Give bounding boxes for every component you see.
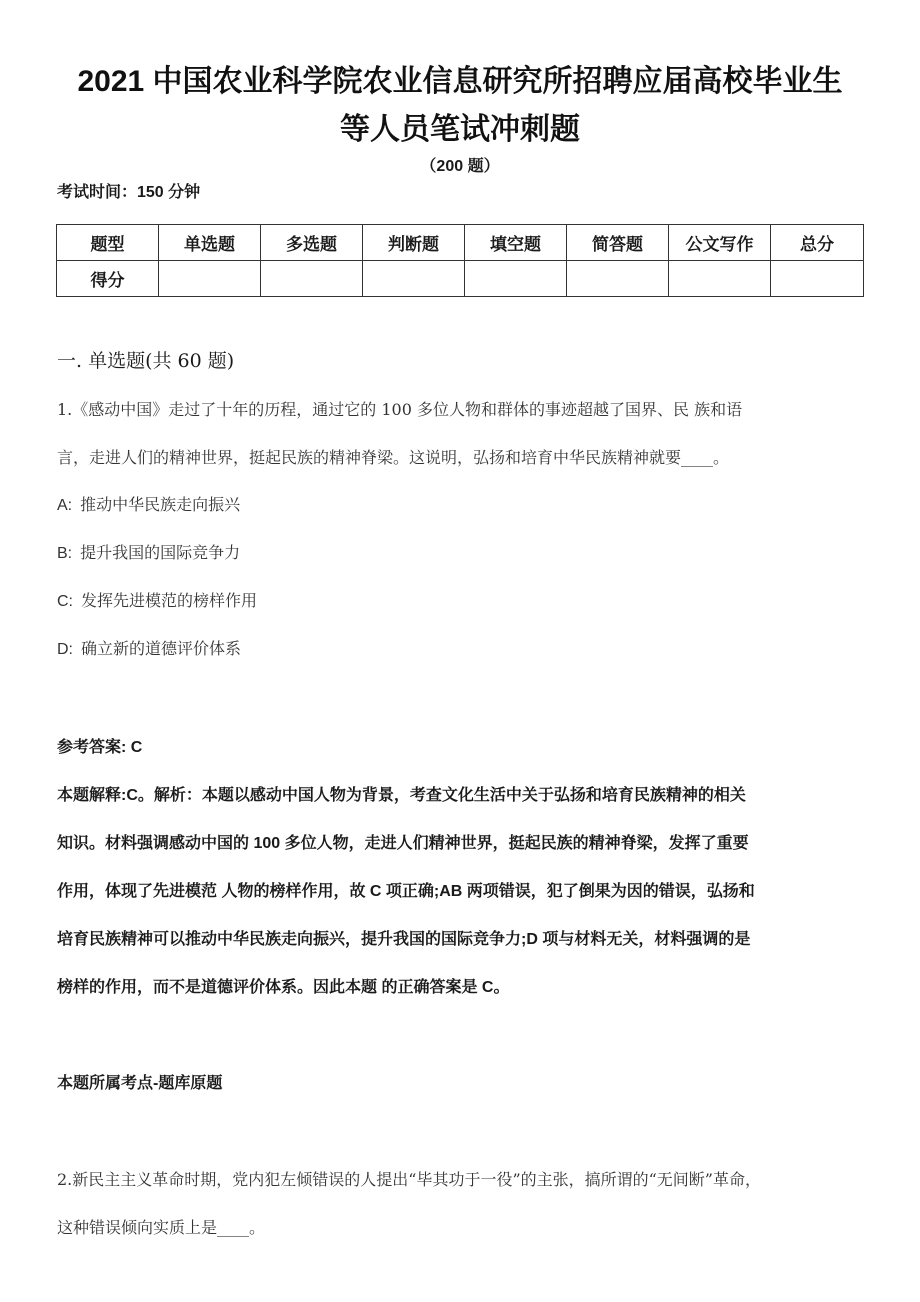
option-text: 确立新的道德评价体系	[81, 639, 242, 658]
score-table-header-cell: 题型	[57, 225, 159, 261]
score-table-header-row	[57, 225, 864, 261]
question-1-option-c	[57, 588, 257, 611]
document-title-line2: 等人员笔试冲刺题	[340, 113, 580, 146]
question-1-explanation-line: 作用，体现了先进模范 人物的榜样作用，故 C 项正确;AB 两项错误，犯了倒果为因的错误，弘扬和	[57, 883, 755, 900]
score-table-header-cell: 多选题	[261, 225, 363, 261]
question-1-explanation-line: 本题解释:C。解析：本题以感动中国人物为背景，考查文化生活中关于弘扬和培育民族精神的相关	[57, 787, 746, 804]
question-1-stem-line2: 言，走进人们的精神世界，挺起民族的精神脊梁。这说明，弘扬和培育中华民族精神就要____。	[57, 448, 730, 467]
score-table-header-cell: 简答题	[567, 225, 669, 261]
section-heading: 一. 单选题(共 60 题)	[57, 350, 235, 372]
question-1-explanation-line: 榜样的作用，而不是道德评价体系。因此本题 的正确答案是 C。	[57, 979, 510, 996]
question-2-stem-line1: 2.新民主主义革命时期，党内犯左倾错误的人提出“毕其功于一役”的主张，搞所谓的“无间断”革命，	[57, 1170, 761, 1189]
score-cell	[159, 261, 261, 297]
score-row-label: 得分	[57, 261, 159, 297]
score-table-header-cell: 填空题	[465, 225, 567, 261]
question-1-explanation-line: 培育民族精神可以推动中华民族走向振兴，提升我国的国际竞争力;D 项与材料无关，材料强调的是	[57, 931, 751, 948]
option-text: 提升我国的国际竞争力	[80, 543, 241, 562]
score-table-header-cell: 总分	[771, 225, 864, 261]
option-letter: D:	[57, 641, 73, 658]
score-cell	[771, 261, 864, 297]
score-cell	[567, 261, 669, 297]
option-letter: B:	[57, 545, 73, 562]
score-table-header-cell: 公文写作	[669, 225, 771, 261]
score-table-header-cell: 单选题	[159, 225, 261, 261]
score-cell	[363, 261, 465, 297]
document-title-line1: 2021 中国农业科学院农业信息研究所招聘应届高校毕业生	[77, 65, 843, 98]
score-cell	[669, 261, 771, 297]
question-1-answer: 参考答案: C	[57, 739, 143, 756]
option-text: 推动中华民族走向振兴	[80, 495, 241, 514]
question-1-option-a	[57, 492, 240, 515]
score-cell	[261, 261, 363, 297]
question-1-stem-line1: 1.《感动中国》走过了十年的历程，通过它的 100 多位人物和群体的事迹超越了国界、民 族和语	[57, 400, 743, 419]
score-cell	[465, 261, 567, 297]
question-2-stem-line2: 这种错误倾向实质上是____。	[57, 1218, 266, 1237]
question-count: （200 题）	[420, 158, 500, 175]
score-table-header-cell: 判断题	[363, 225, 465, 261]
question-1-explanation-line: 知识。材料强调感动中国的 100 多位人物，走进人们精神世界，挺起民族的精神脊梁，发挥了重要	[57, 835, 749, 852]
question-1-knowledge-point: 本题所属考点-题库原题	[57, 1075, 223, 1092]
question-1-option-d	[57, 636, 241, 659]
option-text: 发挥先进模范的榜样作用	[81, 591, 258, 610]
score-table	[56, 224, 864, 297]
score-table-score-row	[57, 261, 864, 297]
option-letter: C:	[57, 593, 73, 610]
option-letter: A:	[57, 497, 73, 514]
exam-time: 考试时间：150 分钟	[57, 184, 201, 201]
question-1-option-b	[57, 540, 240, 563]
